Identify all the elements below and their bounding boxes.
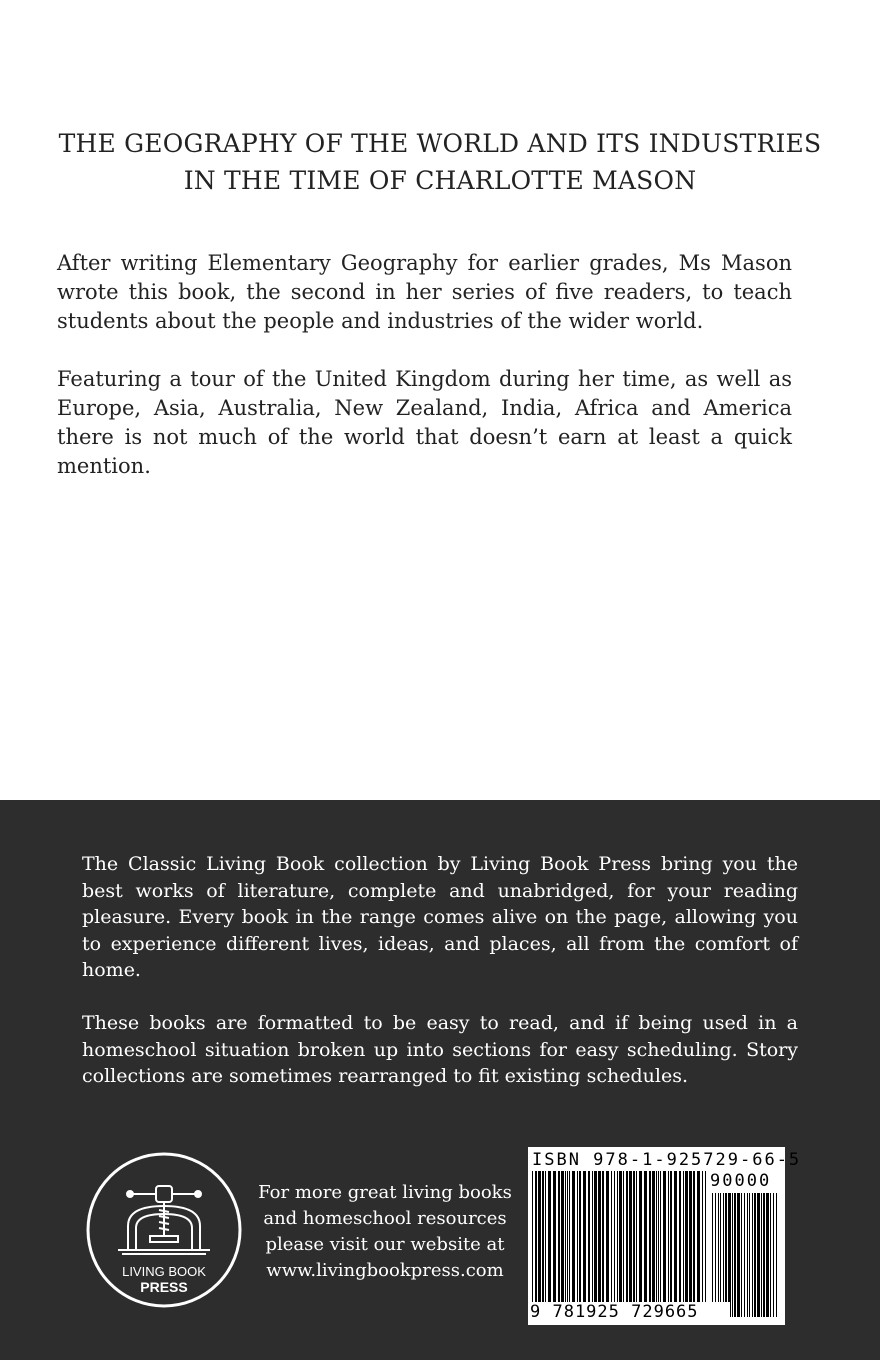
website-note <box>256 1180 514 1284</box>
bottom-panel <box>0 800 880 1360</box>
barcode-bar <box>697 1171 700 1311</box>
barcode-bar <box>542 1171 544 1311</box>
price-barcode-bars <box>712 1193 780 1317</box>
barcode-bar <box>598 1171 601 1311</box>
website-note-line-3: please visit our website at <box>265 1234 505 1255</box>
barcode-bar <box>545 1171 546 1311</box>
barcode-bar <box>763 1193 765 1317</box>
barcode-bar <box>569 1171 570 1311</box>
barcode-bar <box>614 1171 615 1311</box>
barcode-bar <box>626 1171 628 1311</box>
isbn-barcode <box>528 1147 802 1325</box>
book-title: THE GEOGRAPHY OF THE WORLD AND ITS INDUSTRIES IN THE TIME OF CHARLOTTE MASON <box>58 129 822 195</box>
barcode-bar <box>747 1193 748 1317</box>
barcode-bar <box>617 1171 618 1311</box>
barcode-bar <box>732 1193 733 1317</box>
barcode-bar <box>770 1193 771 1317</box>
barcode-bar <box>602 1171 604 1311</box>
barcode-bar <box>629 1171 632 1311</box>
barcode-bar <box>734 1193 736 1317</box>
barcode-bar <box>752 1193 753 1317</box>
barcode-bar <box>715 1193 716 1317</box>
barcode-bar <box>712 1193 713 1317</box>
isbn-label: ISBN 978-1-925729-66-5 <box>532 1150 802 1170</box>
barcode-bar <box>649 1171 651 1311</box>
barcode-bar <box>623 1171 624 1311</box>
barcode-bar <box>663 1171 666 1311</box>
price-code: 90000 <box>710 1171 772 1191</box>
barcode-bar <box>683 1171 684 1311</box>
website-note-line-1: For more great living books <box>258 1182 512 1203</box>
living-book-press-logo <box>84 1150 244 1310</box>
barcode-bar <box>553 1171 556 1311</box>
barcode-bar <box>639 1171 642 1311</box>
description-paragraph-2: Featuring a tour of the United Kingdom during her time, as well as Europe, Asia, Australia, New Zealand, India, Africa and America there is not much of the world that doesn’t earn at least a quick mention. <box>57 367 792 478</box>
logo-line-1: LIVING BOOK <box>122 1264 206 1279</box>
barcode-bar <box>749 1193 750 1317</box>
barcode-bar <box>705 1171 706 1311</box>
barcode-bar <box>594 1171 597 1311</box>
barcode-bar <box>606 1171 609 1311</box>
barcode-bar <box>723 1193 724 1317</box>
barcode-bar <box>685 1171 688 1311</box>
website-url: www.livingbookpress.com <box>266 1260 504 1281</box>
barcode-bar <box>718 1193 719 1317</box>
description-paragraph-1: After writing Elementary Geography for earlier grades, Ms Mason wrote this book, the second in her series of five readers, to teach students about the people and industries of the wider world. <box>57 251 792 333</box>
barcode-bar <box>689 1171 692 1311</box>
barcode-bar <box>658 1171 659 1311</box>
ean-digits: 9 781925 729665 <box>530 1302 730 1322</box>
website-note-line-2: and homeschool resources <box>263 1208 507 1229</box>
barcode-bar <box>583 1171 586 1311</box>
barcode-bar <box>725 1193 727 1317</box>
barcode-bar <box>636 1171 637 1311</box>
barcode-bar <box>693 1171 695 1311</box>
barcode-bar <box>660 1171 661 1311</box>
barcode-bar <box>754 1193 756 1317</box>
barcode-bar <box>538 1171 541 1311</box>
barcode-bar <box>644 1171 647 1311</box>
barcode-bar <box>592 1171 593 1311</box>
barcode-bar <box>737 1193 740 1317</box>
barcode-bar <box>619 1171 622 1311</box>
barcode-bar <box>565 1171 566 1311</box>
barcode-bar <box>761 1193 762 1317</box>
barcode-bar <box>567 1171 568 1311</box>
barcode-bar <box>702 1171 703 1311</box>
barcode-bar <box>679 1171 681 1311</box>
barcode-bar <box>656 1171 657 1311</box>
promo-paragraph-1: The Classic Living Book collection by Living Book Press bring you the best works of literature, complete and unabridged, for your reading pleasure. Every book in the range comes alive on the page, allowing you to experience different lives, ideas, and places, all from the comfort of home. <box>82 853 798 981</box>
barcode-bar <box>766 1193 769 1317</box>
barcode-bar <box>674 1171 677 1311</box>
barcode-bar <box>757 1193 760 1317</box>
barcode-bar <box>668 1171 669 1311</box>
barcode-bar <box>728 1193 731 1317</box>
barcode-bar <box>558 1171 560 1311</box>
barcode-bar <box>744 1193 745 1317</box>
barcode-bar <box>773 1193 774 1317</box>
barcode-bar <box>579 1171 581 1311</box>
ean-barcode-bars <box>532 1171 708 1311</box>
barcode-bar <box>561 1171 564 1311</box>
barcode-bar <box>776 1193 777 1317</box>
barcode-bar <box>572 1171 575 1311</box>
barcode-bar <box>611 1171 612 1311</box>
promo-paragraph-2: These books are formatted to be easy to read, and if being used in a homeschool situation broken up into sections for easy scheduling. Story collections are sometimes rearranged to fit existing schedules. <box>82 1012 798 1087</box>
barcode-bar <box>588 1171 590 1311</box>
barcode-bar <box>670 1171 672 1311</box>
barcode-bar <box>577 1171 578 1311</box>
barcode-bar <box>741 1193 742 1317</box>
barcode-bar <box>532 1171 533 1311</box>
barcode-bar <box>652 1171 655 1311</box>
barcode-bar <box>548 1171 551 1311</box>
barcode-bar <box>535 1171 537 1311</box>
barcode-bar <box>720 1193 721 1317</box>
logo-line-2: PRESS <box>140 1279 188 1295</box>
barcode-bar <box>633 1171 635 1311</box>
